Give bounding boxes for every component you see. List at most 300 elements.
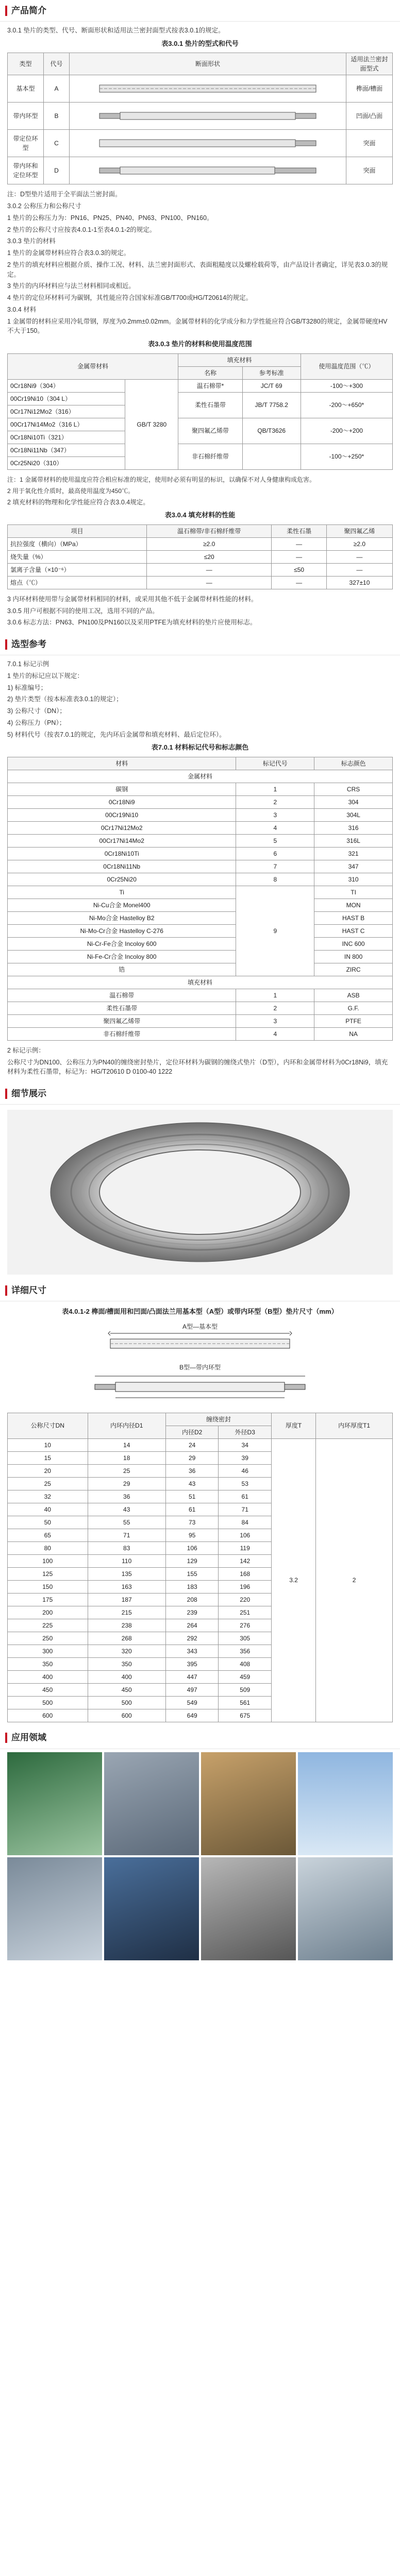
t1-code: A <box>44 75 70 103</box>
t1-type: 带内环型 <box>8 103 44 130</box>
material-code: 9 <box>236 886 314 976</box>
material-name: 0Cr18Ni10Ti <box>8 847 236 860</box>
app-photo-workshop <box>201 1752 296 1855</box>
size-d3: 459 <box>219 1670 272 1683</box>
material-color: MON <box>314 899 393 911</box>
material-name: Ni-Fe-Cr合金 Incoloy 800 <box>8 950 236 963</box>
size-rows <box>8 1438 393 1722</box>
table-row <box>8 989 393 1002</box>
intro-p14: 3.0.5 用户可根据不同的使用工况，选用不同的产品。 <box>7 607 159 615</box>
sel-l2: 1 垫片的标记应以下规定： <box>7 672 84 680</box>
t1-header: 类型 <box>8 53 44 75</box>
material-name: 温石棉带 <box>8 989 236 1002</box>
material-color: NA <box>314 1027 393 1040</box>
sel-l1: 7.0.1 标记示例 <box>7 660 49 668</box>
material-code: 2 <box>236 795 314 808</box>
size-d1: 215 <box>88 1606 165 1619</box>
material-color: IN 800 <box>314 950 393 963</box>
t2-fill-temp: -200～+650* <box>301 392 392 418</box>
size-table-caption: 表4.0.1-2 榫面/槽面用和凹面/凸面法兰用基本型（A型）或带内环型（B型）垫片尺寸（mm） <box>62 1308 338 1315</box>
table-row <box>8 563 393 576</box>
table3-caption: 表3.0.4 填充材料的性能 <box>164 511 236 519</box>
intro-p12: 2 填充材料的物理和化学性能应符合表3.0.4规定。 <box>7 498 149 506</box>
size-d1: 400 <box>88 1670 165 1683</box>
t3-cell: — <box>272 550 326 563</box>
size-d1: 268 <box>88 1632 165 1645</box>
material-name: 锆 <box>8 963 236 976</box>
section-header-sizes <box>0 1280 400 1301</box>
t3-cell: — <box>272 537 326 550</box>
fill-rows <box>8 989 393 1040</box>
intro-p3: 1 垫片的公称压力为：PN16、PN25、PN40、PN63、PN100、PN160。 <box>7 214 213 222</box>
size-dn: 175 <box>8 1593 88 1606</box>
t2-metal: 0Cr18Ni10Ti（321） <box>8 431 125 444</box>
table-row <box>8 537 393 550</box>
t3-cell: — <box>326 550 392 563</box>
shape-a-diagram <box>70 75 346 103</box>
size-d3: 196 <box>219 1580 272 1593</box>
size-d3: 276 <box>219 1619 272 1632</box>
size-d2: 129 <box>165 1554 219 1567</box>
material-code: 2 <box>236 1002 314 1014</box>
app-photo-tank <box>298 1857 393 1960</box>
size-dn: 600 <box>8 1709 88 1722</box>
sel-l6: 4) 公称压力（PN）； <box>7 719 66 726</box>
sel-l8: 2 标记示例： <box>7 1046 45 1054</box>
table-row <box>8 950 393 963</box>
size-d2: 447 <box>165 1670 219 1683</box>
size-dn: 80 <box>8 1541 88 1554</box>
t2-fill-std: QB/T3626 <box>242 418 301 444</box>
a-type-drawing <box>7 1331 393 1357</box>
size-d2: 51 <box>165 1490 219 1503</box>
gasket-type-table <box>7 53 393 184</box>
material-name: 00Cr19Ni10 <box>8 808 236 821</box>
size-d3: 39 <box>219 1451 272 1464</box>
section-title-selection: 选型参考 <box>11 639 46 649</box>
t2-header: 金属带材料 <box>8 353 178 379</box>
t2-subheader: 名称 <box>178 366 242 379</box>
size-d2: 649 <box>165 1709 219 1722</box>
t2-note2: 2 用于氧化性介质时，最高使用温度为450℃。 <box>7 487 135 495</box>
section-title-detail: 细节展示 <box>11 1088 46 1098</box>
material-name: Ni-Cr-Fe合金 Incoloy 600 <box>8 937 236 950</box>
t3-item: 抗拉强度（横向）（MPa） <box>8 537 147 550</box>
t1-header: 适用法兰密封面型式 <box>346 53 393 75</box>
label-b-type: B型—带内环型 <box>179 1364 221 1371</box>
intro-p13: 3 内环材料使用带与金属带材料相同的材料，或采用其他不低于金属带材料性能的材料。 <box>7 595 258 603</box>
material-name: 00Cr17Ni14Mo2 <box>8 834 236 847</box>
size-d1: 350 <box>88 1657 165 1670</box>
section-title-intro: 产品简介 <box>11 5 46 15</box>
t3-cell: — <box>147 576 272 589</box>
size-dn: 200 <box>8 1606 88 1619</box>
table-row <box>8 911 393 924</box>
table-row <box>8 886 393 899</box>
size-dn: 20 <box>8 1464 88 1477</box>
t3-cell: ≥2.0 <box>147 537 272 550</box>
size-d3: 168 <box>219 1567 272 1580</box>
shape-d-diagram <box>70 157 346 184</box>
shape-b-diagram <box>70 103 346 130</box>
table-row <box>8 963 393 976</box>
size-d2: 24 <box>165 1438 219 1451</box>
material-code: 1 <box>236 989 314 1002</box>
t3-item: 熔点（℃） <box>8 576 147 589</box>
intro-p8: 3 垫片的内环材料应与法兰材料相同或相近。 <box>7 282 135 290</box>
size-d3: 251 <box>219 1606 272 1619</box>
size-d3: 142 <box>219 1554 272 1567</box>
sel-l5: 3) 公称尺寸（DN）； <box>7 707 66 715</box>
intro-p9: 4 垫片的定位环材料可为碳钢，其性能应符合国家标准GB/T700或HG/T20614的规定。 <box>7 294 253 301</box>
size-dn: 15 <box>8 1451 88 1464</box>
size-d2: 61 <box>165 1503 219 1516</box>
t1-face: 榫面/槽面 <box>346 75 393 103</box>
table1-caption: 表3.0.1 垫片的型式和代号 <box>161 39 239 47</box>
section-header-selection <box>0 634 400 655</box>
t3-header: 项目 <box>8 524 147 537</box>
material-color: HAST C <box>314 924 393 937</box>
table-row <box>8 1438 393 1451</box>
b-type-drawing <box>7 1372 393 1403</box>
size-thickness: 3.2 <box>271 1438 315 1722</box>
gasket-ring-image <box>40 1115 360 1269</box>
table-row <box>8 1014 393 1027</box>
size-d3: 46 <box>219 1464 272 1477</box>
t2-header: 填充材料 <box>178 353 301 366</box>
t2-fill-temp: -100～+300 <box>301 379 392 392</box>
size-d3: 305 <box>219 1632 272 1645</box>
table-row <box>8 924 393 937</box>
table-row <box>8 821 393 834</box>
material-name: Ti <box>8 886 236 899</box>
t2-fill-std: JB/T 7758.2 <box>242 392 301 418</box>
size-dn: 450 <box>8 1683 88 1696</box>
size-d1: 55 <box>88 1516 165 1529</box>
sel-header: 材料 <box>8 757 236 770</box>
sel-l4: 2) 垫片类型（按本标准表3.0.1的规定）； <box>7 696 123 703</box>
app-photo-plant <box>7 1752 102 1855</box>
size-d3: 509 <box>219 1683 272 1696</box>
t3-item: 烧失量（%） <box>8 550 147 563</box>
t2-metal-std: GB/T 3280 <box>125 379 178 469</box>
application-gallery <box>7 1752 393 1960</box>
t3-cell: 327±10 <box>326 576 392 589</box>
table-row <box>8 808 393 821</box>
material-color: 304 <box>314 795 393 808</box>
size-inner-thickness: 2 <box>316 1438 393 1722</box>
accent-bar <box>5 639 7 650</box>
t1-note: 注：D型垫片适用于全平面法兰密封面。 <box>7 191 122 198</box>
size-dn: 300 <box>8 1645 88 1657</box>
material-color: ASB <box>314 989 393 1002</box>
material-color: CRS <box>314 783 393 795</box>
app-photo-machinery <box>104 1752 199 1855</box>
material-color: G.F. <box>314 1002 393 1014</box>
table-row <box>8 834 393 847</box>
size-d1: 29 <box>88 1477 165 1490</box>
metal-rows <box>8 783 393 886</box>
size-d2: 183 <box>165 1580 219 1593</box>
t1-type: 带定位环型 <box>8 130 44 157</box>
t3-header: 柔性石墨 <box>272 524 326 537</box>
size-d1: 110 <box>88 1554 165 1567</box>
size-header: 内环内径D1 <box>88 1413 165 1438</box>
table-row <box>8 873 393 886</box>
table-row <box>8 937 393 950</box>
table-row <box>8 860 393 873</box>
accent-bar <box>5 6 7 16</box>
table-row <box>8 795 393 808</box>
sel-table-caption: 表7.0.1 材料标记代号和标志颜色 <box>151 743 249 752</box>
material-name: 柔性石墨带 <box>8 1002 236 1014</box>
size-d3: 561 <box>219 1696 272 1709</box>
t1-code: D <box>44 157 70 184</box>
t1-face: 凹面/凸面 <box>346 103 393 130</box>
t2-fill-name: 非石棉纤维带 <box>178 444 242 469</box>
size-header: 厚度T <box>271 1413 315 1438</box>
t3-cell: — <box>326 563 392 576</box>
material-color: 321 <box>314 847 393 860</box>
section-header-detail <box>0 1083 400 1105</box>
intro-p10: 3.0.4 材料 <box>7 306 37 313</box>
material-code-table <box>7 757 393 1041</box>
size-dn: 250 <box>8 1632 88 1645</box>
size-dn: 400 <box>8 1670 88 1683</box>
table-row <box>8 75 393 103</box>
size-d3: 61 <box>219 1490 272 1503</box>
group-row: 金属材料 <box>8 770 393 783</box>
material-name: Ni-Mo合金 Hastelloy B2 <box>8 911 236 924</box>
sel-l9: 公称尺寸为DN100、公称压力为PN40的缠绕密封垫片，定位环材料为碳钢的缠绕式垫片（D型），内环和金属带材料为0Cr18Ni9，填充材料为柔性石墨带，标记为：HG/T20610 D 0100-40 1222 <box>7 1058 388 1076</box>
size-d3: 71 <box>219 1503 272 1516</box>
intro-p4: 2 垫片的公称尺寸应按表4.0.1-1至表4.0.1-2的规定。 <box>7 226 156 233</box>
size-dn: 40 <box>8 1503 88 1516</box>
t2-metal: 0Cr25Ni20（310） <box>8 456 125 469</box>
material-name: Ni-Cu合金 Monel400 <box>8 899 236 911</box>
app-photo-refinery <box>7 1857 102 1960</box>
intro-p15: 3.0.6 标志方法：PN63、PN100及PN160以及采用PTFE为填充材料的垫片应使用标志。 <box>7 619 257 626</box>
section-title-apps: 应用领域 <box>11 1733 46 1743</box>
material-name: 0Cr17Ni12Mo2 <box>8 821 236 834</box>
size-d1: 36 <box>88 1490 165 1503</box>
size-d2: 43 <box>165 1477 219 1490</box>
size-d3: 408 <box>219 1657 272 1670</box>
material-color: 316L <box>314 834 393 847</box>
table-row <box>8 379 393 392</box>
intro-p7: 2 垫片的填充材料应根据介质、操作工况、材料、法兰密封面形式、表面粗糙度以及螺栓载荷等，由产品设计者确定，详见表3.0.3的规定。 <box>7 261 388 278</box>
material-code: 4 <box>236 821 314 834</box>
size-dn: 225 <box>8 1619 88 1632</box>
size-dn: 10 <box>8 1438 88 1451</box>
material-color: 310 <box>314 873 393 886</box>
size-d1: 600 <box>88 1709 165 1722</box>
size-d2: 95 <box>165 1529 219 1541</box>
size-dn: 500 <box>8 1696 88 1709</box>
material-color: INC 600 <box>314 937 393 950</box>
t3-cell: ≥2.0 <box>326 537 392 550</box>
t2-fill-temp: -100～+250* <box>301 444 392 469</box>
intro-p5: 3.0.3 垫片的材料 <box>7 238 56 245</box>
intro-p2: 3.0.2 公称压力和公称尺寸 <box>7 202 81 210</box>
t3-item: 氯离子含量（×10⁻⁶） <box>8 563 147 576</box>
material-code: 8 <box>236 873 314 886</box>
size-dn: 50 <box>8 1516 88 1529</box>
t2-fill-name: 柔性石墨带 <box>178 392 242 418</box>
size-d1: 83 <box>88 1541 165 1554</box>
material-color: ZIRC <box>314 963 393 976</box>
table-row <box>8 157 393 184</box>
material-code: 4 <box>236 1027 314 1040</box>
size-d3: 356 <box>219 1645 272 1657</box>
sel-l3: 1) 标准编号； <box>7 684 47 691</box>
t1-header: 断面形状 <box>70 53 346 75</box>
t1-header: 代号 <box>44 53 70 75</box>
size-d3: 84 <box>219 1516 272 1529</box>
size-dn: 32 <box>8 1490 88 1503</box>
t3-cell: — <box>272 576 326 589</box>
size-d2: 29 <box>165 1451 219 1464</box>
table-row <box>8 103 393 130</box>
app-photo-pipeline <box>201 1857 296 1960</box>
material-color: 316 <box>314 821 393 834</box>
table-row <box>8 392 393 405</box>
material-color: TI <box>314 886 393 899</box>
table-row <box>8 1002 393 1014</box>
size-d1: 71 <box>88 1529 165 1541</box>
size-dn: 65 <box>8 1529 88 1541</box>
t2-metal: 00Cr17Ni14Mo2（316 L） <box>8 418 125 431</box>
table-row <box>8 418 393 431</box>
t2-fill-std: JC/T 69 <box>242 379 301 392</box>
fill-property-table <box>7 524 393 589</box>
size-d1: 450 <box>88 1683 165 1696</box>
accent-bar <box>5 1285 7 1296</box>
material-color: 304L <box>314 808 393 821</box>
size-d1: 163 <box>88 1580 165 1593</box>
size-d2: 36 <box>165 1464 219 1477</box>
size-d2: 343 <box>165 1645 219 1657</box>
size-header: 缠绕密封 <box>165 1413 271 1426</box>
accent-bar <box>5 1733 7 1743</box>
material-code: 1 <box>236 783 314 795</box>
label-a-type: A型—基本型 <box>182 1323 218 1330</box>
material-color: HAST B <box>314 911 393 924</box>
size-d2: 497 <box>165 1683 219 1696</box>
size-dn: 125 <box>8 1567 88 1580</box>
size-d3: 675 <box>219 1709 272 1722</box>
size-d1: 187 <box>88 1593 165 1606</box>
t1-face: 突面 <box>346 157 393 184</box>
material-name: 0Cr18Ni11Nb <box>8 860 236 873</box>
size-d1: 25 <box>88 1464 165 1477</box>
t3-cell: ≤20 <box>147 550 272 563</box>
material-name: 非石棉纤维带 <box>8 1027 236 1040</box>
size-d2: 208 <box>165 1593 219 1606</box>
size-subheader: 外径D3 <box>219 1426 272 1438</box>
t2-fill-name: 聚四氟乙烯带 <box>178 418 242 444</box>
t3-cell: — <box>147 563 272 576</box>
app-photo-wind <box>298 1752 393 1855</box>
size-d2: 155 <box>165 1567 219 1580</box>
shape-c-diagram <box>70 130 346 157</box>
size-dn: 150 <box>8 1580 88 1593</box>
material-code: 5 <box>236 834 314 847</box>
intro-p1: 3.0.1 垫片的类型、代号、断面形状和适用法兰密封面型式按表3.0.1的规定。 <box>7 27 225 34</box>
size-dn: 25 <box>8 1477 88 1490</box>
material-name: 0Cr18Ni9 <box>8 795 236 808</box>
table-row <box>8 130 393 157</box>
size-dn: 100 <box>8 1554 88 1567</box>
table-row <box>8 847 393 860</box>
t1-code: C <box>44 130 70 157</box>
t1-type: 基本型 <box>8 75 44 103</box>
alloy-rows <box>8 886 393 976</box>
t2-fill-name: 温石棉带* <box>178 379 242 392</box>
size-d2: 264 <box>165 1619 219 1632</box>
sel-header: 标志颜色 <box>314 757 393 770</box>
t2-metal: 0Cr18Ni11Nb（347） <box>8 444 125 456</box>
t2-header: 使用温度范围（℃） <box>301 353 392 379</box>
material-code: 3 <box>236 808 314 821</box>
table-row <box>8 444 393 456</box>
t1-code: B <box>44 103 70 130</box>
gasket-photo <box>7 1110 393 1275</box>
size-d3: 106 <box>219 1529 272 1541</box>
t2-metal: 00Cr19Ni10（304 L） <box>8 392 125 405</box>
size-d1: 135 <box>88 1567 165 1580</box>
table-row <box>8 899 393 911</box>
material-code: 3 <box>236 1014 314 1027</box>
size-d2: 239 <box>165 1606 219 1619</box>
material-name: 0Cr25Ni20 <box>8 873 236 886</box>
material-name: 碳钢 <box>8 783 236 795</box>
section-diagram <box>7 1322 393 1410</box>
table-row <box>8 576 393 589</box>
size-subheader: 内径D2 <box>165 1426 219 1438</box>
material-name: Ni-Mo-Cr合金 Hastelloy C-276 <box>8 924 236 937</box>
size-d3: 53 <box>219 1477 272 1490</box>
t1-face: 突面 <box>346 130 393 157</box>
material-name: 聚四氟乙烯带 <box>8 1014 236 1027</box>
size-d3: 220 <box>219 1593 272 1606</box>
material-color: PTFE <box>314 1014 393 1027</box>
material-color: 347 <box>314 860 393 873</box>
section-header-intro <box>0 0 400 22</box>
group-row: 填充材料 <box>8 976 393 989</box>
size-d1: 238 <box>88 1619 165 1632</box>
size-d1: 14 <box>88 1438 165 1451</box>
size-d2: 292 <box>165 1632 219 1645</box>
material-code: 6 <box>236 847 314 860</box>
t3-cell: ≤50 <box>272 563 326 576</box>
t2-fill-std <box>242 444 301 469</box>
sel-l7: 5) 材料代号（按表7.0.1的规定，先内环后金属带和填充材料、最后定位环）。 <box>7 731 226 738</box>
size-d2: 106 <box>165 1541 219 1554</box>
t2-metal: 0Cr17Ni12Mo2（316） <box>8 405 125 418</box>
size-d1: 18 <box>88 1451 165 1464</box>
accent-bar <box>5 1089 7 1099</box>
table-row <box>8 783 393 795</box>
t2-fill-temp: -200～+200 <box>301 418 392 444</box>
size-d1: 43 <box>88 1503 165 1516</box>
sel-header: 标记代号 <box>236 757 314 770</box>
size-d3: 34 <box>219 1438 272 1451</box>
size-header: 公称尺寸DN <box>8 1413 88 1438</box>
table2-caption: 表3.0.3 垫片的材料和使用温度范围 <box>148 340 252 348</box>
material-temp-table <box>7 353 393 470</box>
size-header: 内环厚度T1 <box>316 1413 393 1438</box>
